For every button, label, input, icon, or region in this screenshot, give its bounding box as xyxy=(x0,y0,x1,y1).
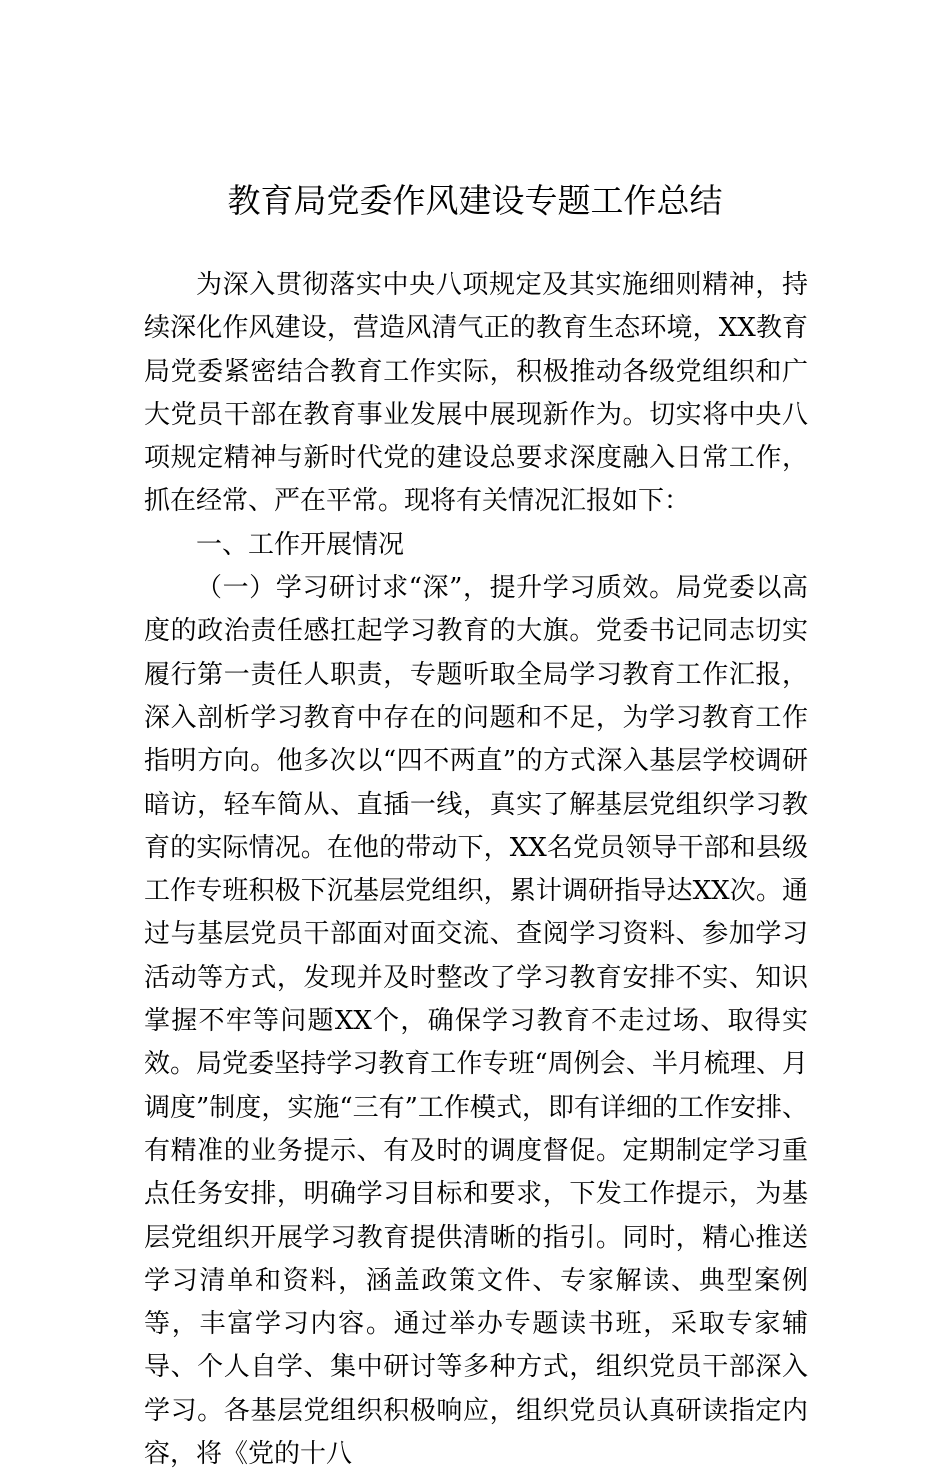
section-heading: 一、工作开展情况 xyxy=(196,529,405,560)
document-title: 教育局党委作风建设专题工作总结 xyxy=(227,181,723,220)
document-body xyxy=(144,264,808,1476)
intro-paragraph: 为深入贯彻落实中央八项规定及其实施细则精神，持续深化作风建设，营造风清气正的教育生态环境，XX教育局党委紧密结合教育工作实际，积极推动各级党组织和广大党员干部在教育事业发展中展现新作为。切实将中央八项规定精神与新时代党的建设总要求深度融入日常工作，抓在经常、严在平常。现将有关情况汇报如下： xyxy=(144,270,808,517)
subsection-paragraph: （一）学习研讨求“深”，提升学习质效。局党委以高度的政治责任感扛起学习教育的大旗。党委书记同志切实履行第一责任人职责，专题听取全局学习教育工作汇报，深入剖析学习教育中存在的问题和不足，为学习教育工作指明方向。他多次以“四不两直”的方式深入基层学校调研暗访，轻车简从、直插一线，真实了解基层党组织学习教育的实际情况。在他的带动下，XX名党员领导干部和县级工作专班积极下沉基层党组织，累计调研指导达XX次。通过与基层党员干部面对面交流、查阅学习资料、参加学习活动等方式，发现并及时整改了学习教育安排不实、知识掌握不牢等问题XX个，确保学习教育不走过场、取得实效。局党委坚持学习教育工作专班“周例会、半月梳理、月调度”制度，实施“三有”工作模式，即有详细的工作安排、有精准的业务提示、有及时的调度督促。定期制定学习重点任务安排，明确学习目标和要求，下发工作提示，为基层党组织开展学习教育提供清晰的指引。同时，精心推送学习清单和资料，涵盖政策文件、专家解读、典型案例等，丰富学习内容。通过举办专题读书班，采取专家辅导、个人自学、集中研讨等多种方式，组织党员干部深入学习。各基层党组织积极响应，组织党员认真研读指定内容，将《党的十八 xyxy=(144,573,808,1470)
